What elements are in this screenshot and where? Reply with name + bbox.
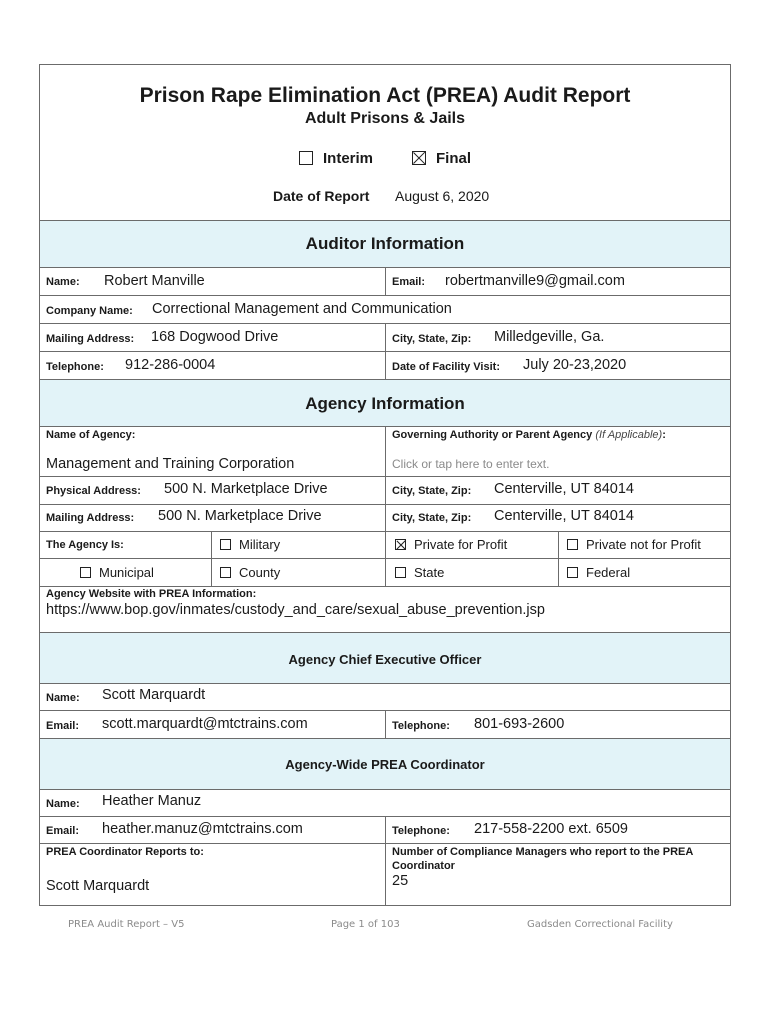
agency-type-state[interactable]: State — [395, 565, 444, 580]
agency-type-federal[interactable]: Federal — [567, 565, 630, 580]
report-subtitle: Adult Prisons & Jails — [304, 110, 466, 127]
audit-report-form — [39, 64, 731, 906]
coordinator-reports-value[interactable]: Scott Marquardt — [46, 878, 150, 894]
auditor-city-label: City, State, Zip: — [392, 333, 472, 345]
footer-page-number: Page 1 of 103 — [331, 919, 400, 930]
interim-option[interactable] — [299, 150, 373, 167]
governing-authority-input[interactable]: Click or tap here to enter text. — [392, 457, 550, 471]
footer-report-version: PREA Audit Report – V5 — [68, 919, 185, 930]
agency-type-county[interactable]: County — [220, 565, 280, 580]
coordinator-email-value[interactable]: heather.manuz@mtctrains.com — [102, 821, 303, 837]
agency-mailing-city-value[interactable]: Centerville, UT 84014 — [494, 508, 634, 524]
ceo-section-title: Agency Chief Executive Officer — [288, 652, 482, 667]
coordinator-name-label: Name: — [46, 798, 80, 810]
county-checkbox[interactable] — [220, 567, 231, 578]
agency-mailing-value[interactable]: 500 N. Marketplace Drive — [158, 508, 322, 524]
agency-physical-city-label: City, State, Zip: — [392, 485, 472, 497]
final-checkbox[interactable] — [412, 151, 426, 165]
coordinator-telephone-value[interactable]: 217-558-2200 ext. 6509 — [474, 821, 628, 837]
compliance-managers-label-line1: Number of Compliance Managers who report to the PREA — [392, 846, 694, 858]
agency-physical-label: Physical Address: — [46, 485, 141, 497]
compliance-managers-label-line2: Coordinator — [392, 860, 455, 872]
military-checkbox[interactable] — [220, 539, 231, 550]
agency-physical-city-value[interactable]: Centerville, UT 84014 — [494, 481, 634, 497]
auditor-company-value[interactable]: Correctional Management and Communication — [152, 301, 452, 317]
ceo-telephone-value[interactable]: 801-693-2600 — [474, 716, 565, 732]
coordinator-reports-label: PREA Coordinator Reports to: — [46, 846, 204, 858]
coordinator-name-value[interactable]: Heather Manuz — [102, 793, 202, 809]
agency-mailing-city-label: City, State, Zip: — [392, 512, 472, 524]
auditor-visit-label: Date of Facility Visit: — [392, 361, 500, 373]
agency-type-military[interactable]: Military — [220, 537, 280, 552]
agency-type-private-profit[interactable]: Private for Profit — [395, 537, 507, 552]
governing-authority-label: Governing Authority or Parent Agency (If Applicable): — [392, 429, 666, 441]
auditor-telephone-label: Telephone: — [46, 361, 104, 373]
private-nonprofit-checkbox[interactable] — [567, 539, 578, 550]
footer-facility-name: Gadsden Correctional Facility — [527, 919, 673, 930]
state-checkbox[interactable] — [395, 567, 406, 578]
municipal-checkbox[interactable] — [80, 567, 91, 578]
ceo-name-value[interactable]: Scott Marquardt — [102, 687, 206, 703]
agency-website-value[interactable]: https://www.bop.gov/inmates/custody_and_care/sexual_abuse_prevention.jsp — [46, 602, 545, 618]
auditor-company-label: Company Name: — [46, 305, 133, 317]
auditor-city-value[interactable]: Milledgeville, Ga. — [494, 329, 605, 345]
agency-physical-value[interactable]: 500 N. Marketplace Drive — [164, 481, 328, 497]
agency-mailing-label: Mailing Address: — [46, 512, 135, 524]
auditor-mailing-label: Mailing Address: — [46, 333, 135, 345]
ceo-name-label: Name: — [46, 692, 80, 704]
ceo-telephone-label: Telephone: — [392, 720, 450, 732]
agency-type-label: The Agency Is: — [46, 539, 124, 551]
ceo-email-label: Email: — [46, 720, 80, 732]
final-label: Final — [436, 150, 472, 167]
agency-name-label: Name of Agency: — [46, 429, 136, 441]
compliance-managers-value[interactable]: 25 — [392, 873, 409, 889]
coordinator-section-title: Agency-Wide PREA Coordinator — [285, 757, 485, 772]
date-of-report-value[interactable]: August 6, 2020 — [395, 188, 490, 204]
ceo-email-value[interactable]: scott.marquardt@mtctrains.com — [102, 716, 308, 732]
auditor-mailing-value[interactable]: 168 Dogwood Drive — [151, 329, 279, 345]
auditor-email-label: Email: — [392, 276, 426, 288]
auditor-email-value[interactable]: robertmanville9@gmail.com — [445, 273, 625, 289]
auditor-telephone-value[interactable]: 912-286-0004 — [125, 357, 216, 373]
auditor-name-label: Name: — [46, 276, 80, 288]
coordinator-email-label: Email: — [46, 825, 80, 837]
interim-checkbox[interactable] — [299, 151, 313, 165]
agency-type-private-nonprofit[interactable]: Private not for Profit — [567, 537, 701, 552]
agency-type-municipal[interactable]: Municipal — [80, 565, 154, 580]
agency-section-title: Agency Information — [305, 394, 465, 413]
private-profit-checkbox[interactable] — [395, 539, 406, 550]
agency-name-value[interactable]: Management and Training Corporation — [46, 456, 295, 472]
date-of-report-label: Date of Report — [273, 188, 370, 204]
coordinator-telephone-label: Telephone: — [392, 825, 450, 837]
final-option[interactable] — [412, 150, 471, 167]
auditor-section-title: Auditor Information — [305, 234, 465, 253]
report-title: Prison Rape Elimination Act (PREA) Audit Report — [139, 84, 631, 107]
agency-website-label: Agency Website with PREA Information: — [46, 588, 257, 600]
federal-checkbox[interactable] — [567, 567, 578, 578]
auditor-visit-value[interactable]: July 20-23,2020 — [523, 357, 627, 373]
interim-label: Interim — [323, 150, 374, 167]
auditor-name-value[interactable]: Robert Manville — [104, 273, 205, 289]
